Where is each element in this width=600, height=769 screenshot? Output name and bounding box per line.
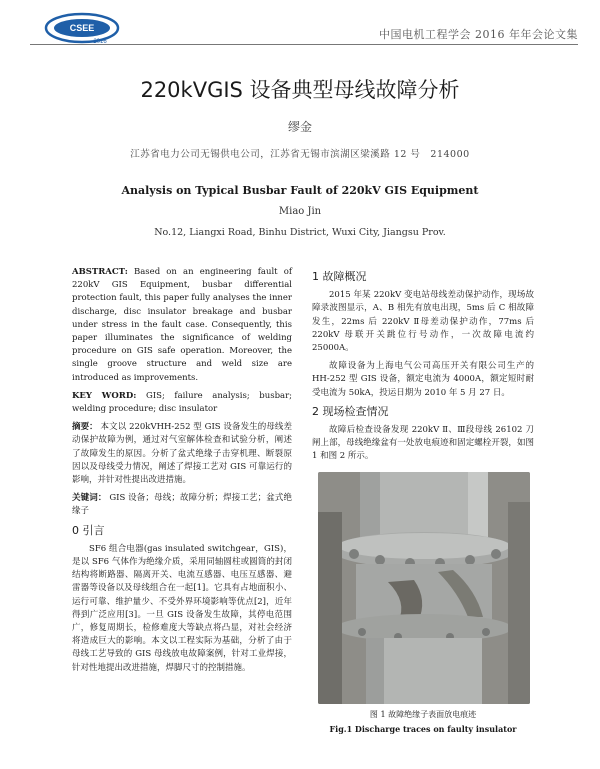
paper-affiliation-en: No.12, Liangxi Road, Binhu District, Wuxi City, Jiangsu Prov. [154, 227, 446, 238]
section-0-paragraph: SF6 组合电器(gas insulated switchgear，GIS)，是以 SF6 气体作为绝缘介质，采用同轴圆柱或圆筒的封闭结构将断路器、隔离开关、电流互感器、电压互感器、避雷器等设备以及母线组合在一起[1]。它具有占地面积小、运行可靠、维护量少、不受外界环境影响等优点[2]，近年得到广泛应用[3]。一旦 GIS 设备发生故障，其停电范围广，修复周期长，检修难度大等缺点将凸显，对社会经济将造成巨大的影响。本文以工程实际为基础，分析了由于母线工艺导致的 GIS 母线放电故障案例，针对工业焊接，针对性地提出改进措施，焊脚尺寸的控制措施。 [72, 543, 292, 673]
right-column [312, 266, 534, 736]
keywords-cn-label: 关键词： [72, 493, 107, 504]
paper-affiliation: 江苏省电力公司无锡供电公司，江苏省无锡市滨湖区梁溪路 12 号 214000 [130, 149, 470, 160]
figure-1-caption-en: Fig.1 Discharge traces on faulty insulator [329, 723, 517, 734]
header-rule [30, 44, 578, 45]
abstract-en-label: ABSTRACT: [72, 267, 128, 277]
insulator-photo-illustration [318, 472, 530, 704]
section-1-heading: 1 故障概况 [312, 270, 367, 283]
left-column [72, 266, 292, 680]
logo-text: CSEE [69, 23, 95, 33]
figure-1-photo [318, 472, 530, 704]
paper-author-en: Miao Jin [278, 206, 322, 217]
paper-title: 220kVGIS 设备典型母线故障分析 [140, 78, 460, 102]
keywords-cn-text: GIS 设备；母线；故障分析；焊接工艺；盆式绝缘子 [72, 493, 292, 517]
section-2-heading: 2 现场检查情况 [312, 404, 389, 418]
running-head: 中国电机工程学会 2016 年年会论文集 [379, 28, 578, 41]
section-2-paragraph: 故障后检查设备发现 220kV Ⅱ、Ⅲ段母线 26102 刀闸上部，母线绝缘盆有一处放电痕迹和固定螺栓开裂，如图 1 和图 2 所示。 [312, 425, 534, 462]
keywords-en-label: KEY WORD: [72, 390, 137, 401]
keywords-en [72, 390, 292, 416]
abstract-cn-label: 摘要： [72, 422, 98, 433]
abstract-cn-text: 本文以 220kVHH-252 型 GIS 设备发生的母线差动保护故障为例，通过对气室解体检查和试验分析，阐述了故障发生的原因。分析了盆式绝缘子击穿机理、断裂原因以及母线受力情况，阐述了焊接工艺对 GIS 可靠运行的影响，并针对性提出改进措施。 [72, 422, 292, 486]
keywords-cn [72, 492, 292, 518]
logo-year: 2016 [93, 39, 107, 44]
section-1-paragraph-2: 故障设备为上海电气公司高压开关有限公司生产的 HH-252 型 GIS 设备，额定电流为 4000A，额定短时耐受电流为 50kA，投运日期为 2010 年 5 月 27 日。 [312, 361, 534, 398]
paper-author: 缪金 [287, 120, 312, 134]
csee-logo [44, 12, 120, 44]
abstract-cn [72, 421, 292, 487]
paper-title-en: Analysis on Typical Busbar Fault of 220kV GIS Equipment [121, 184, 479, 197]
figure-1-caption-cn: 图 1 故障绝缘子表面放电痕迹 [369, 709, 477, 719]
keywords-en-text: GIS; failure analysis; busbar; welding procedure; disc insulator [72, 390, 293, 415]
section-1-paragraph-1: 2015 年某 220kV 变电站母线差动保护动作，现场故障录波图显示，A、B 相先有放电出现，5ms 后 C 相故障发生，22ms 后 220kV Ⅱ母差动保护动作，77ms 后 220kV 母联开关跳位行号动作，一次故障电流约 25000A。 [312, 290, 534, 354]
abstract-en-text: Based on an engineering fault of 220kV GIS Equipment, busbar differential protection fault, this paper fully analyses the inner discharge, disc insulator breakage and busbar under stress in the fault case. Consequently, this paper illuminates the significance of welding procedure on GIS safe operation. Moreover, the single groove structure and weld size are introduced as improvements. [72, 267, 292, 383]
abstract-en [72, 266, 292, 385]
section-0-heading: 0 引言 [72, 523, 105, 537]
